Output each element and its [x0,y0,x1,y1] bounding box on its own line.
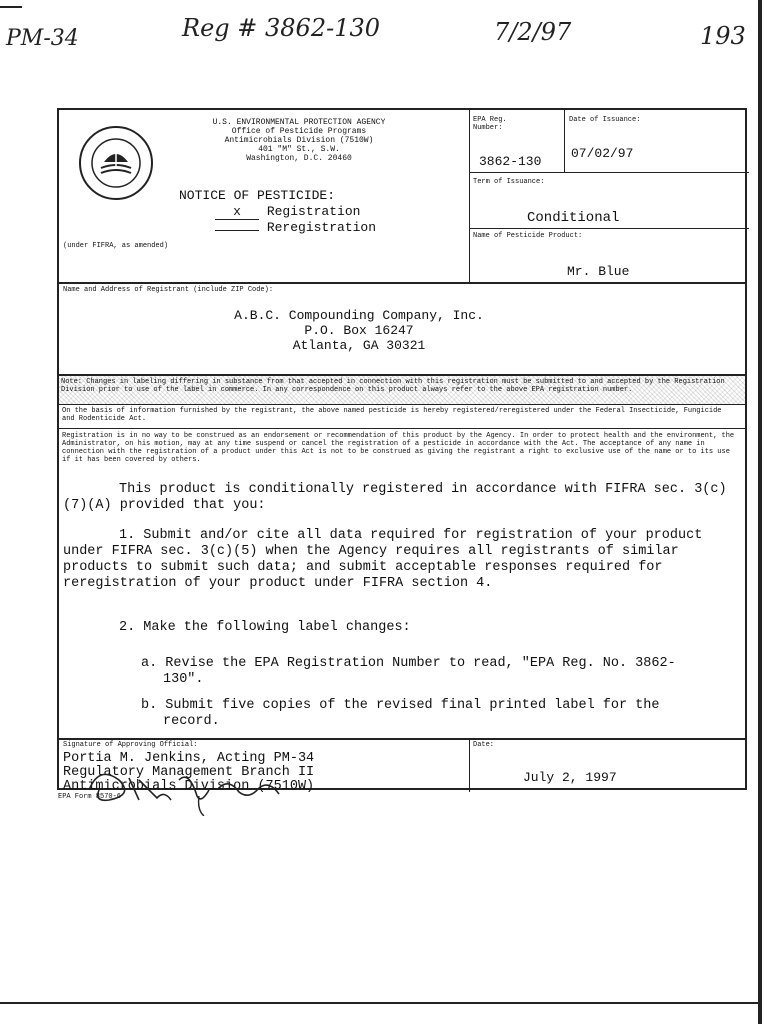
basis-text: On the basis of information furnished by the registrant, the above named pesticide is hereby registered/reregistered under the Federal Insecticide, Fungicide and Rodenticide Act. [62,407,722,423]
conditional-intro: This product is conditionally registered in accordance with FIFRA sec. 3(c)(7)(A) provided that you: [63,482,727,513]
product-label: Name of Pesticide Product: [473,232,583,240]
handwritten-page: 193 [700,22,746,50]
registrant-address: A.B.C. Compounding Company, Inc. P.O. Box 16247 Atlanta, GA 30321 [234,308,484,353]
form-number: EPA Form 8570-6 [58,793,122,801]
agency-address: U.S. ENVIRONMENTAL PROTECTION AGENCY Office of Pesticide Programs Antimicrobials Division (7510W) 401 "M" St., S.W. Washington, D.C. 20460 [212,118,386,163]
reregistration-label: Reregistration [266,220,377,235]
epa-reg-value: 3862-130 [479,154,542,169]
term-value: Conditional [527,210,620,226]
term-label: Term of Issuance: [473,178,545,186]
signatory-name: Portia M. Jenkins, Acting PM-34 Regulatory Management Branch II Antimicrobials Division (7510W) [63,751,315,794]
top-rule [0,6,22,8]
label-change-a: a. Revise the EPA Registration Number to read, "EPA Reg. No. 3862-130". [141,656,676,687]
registrant-label: Name and Address of Registrant (include ZIP Code): [63,286,274,294]
epa-seal-logo [77,124,155,202]
handwritten-pm: PM-34 [6,26,79,51]
label-change-b: b. Submit five copies of the revised final printed label for the record. [141,698,660,729]
notice-title: NOTICE OF PESTICIDE: [179,188,336,203]
disclaimer-text: Registration is in no way to be construed as an endorsement or recommendation of this product by the Agency. In order to protect health and the environment, the Administrator, on his motion, may at any time suspend or cancel the registration of a pesticide in accordance with the Act. The acceptance of any name in connection with the registration of a product under this Act is not to be construed as giving the registrant a right to exclusive use of the name or to its use if it has been covered by others. [62,432,735,464]
registration-checkbox-row [215,204,360,220]
product-value: Mr. Blue [567,264,630,279]
handwritten-reg-number: Reg # 3862-130 [182,14,380,42]
handwritten-date: 7/2/97 [494,18,572,46]
bottom-scan-edge [0,1002,758,1004]
date-label: Date: [473,741,495,749]
handwritten-signature [79,760,309,816]
right-scan-edge [758,0,762,1024]
signature-label: Signature of Approving Official: [63,741,198,749]
reregistration-checkbox-row [215,220,376,235]
notice-form [57,108,747,794]
registration-label: Registration [266,204,361,219]
condition-item-2: 2. Make the following label changes: [119,620,411,635]
registration-mark: x [215,204,259,220]
under-fifra: (under FIFRA, as amended) [63,242,169,250]
epa-reg-label: EPA Reg. Number: [473,116,507,132]
date-issuance-value: 07/02/97 [571,146,634,161]
signature-date: July 2, 1997 [523,770,617,785]
condition-item-1: 1. Submit and/or cite all data required for registration of your product under FIFRA sec. 3(c)(5) when the Agency requires all registrants of similar products to submit such data; and submit acceptable responses required for reregistration of your product under FIFRA section 4. [63,528,703,591]
note-box: Note: Changes in labeling differing in substance from that accepted in connection with this registration must be submitted to and accepted by the Registration Division prior to use of the label in commerce. In any correspondence on this product always refer to the above EPA registration number. [59,376,745,404]
date-issuance-label: Date of Issuance: [569,116,641,124]
